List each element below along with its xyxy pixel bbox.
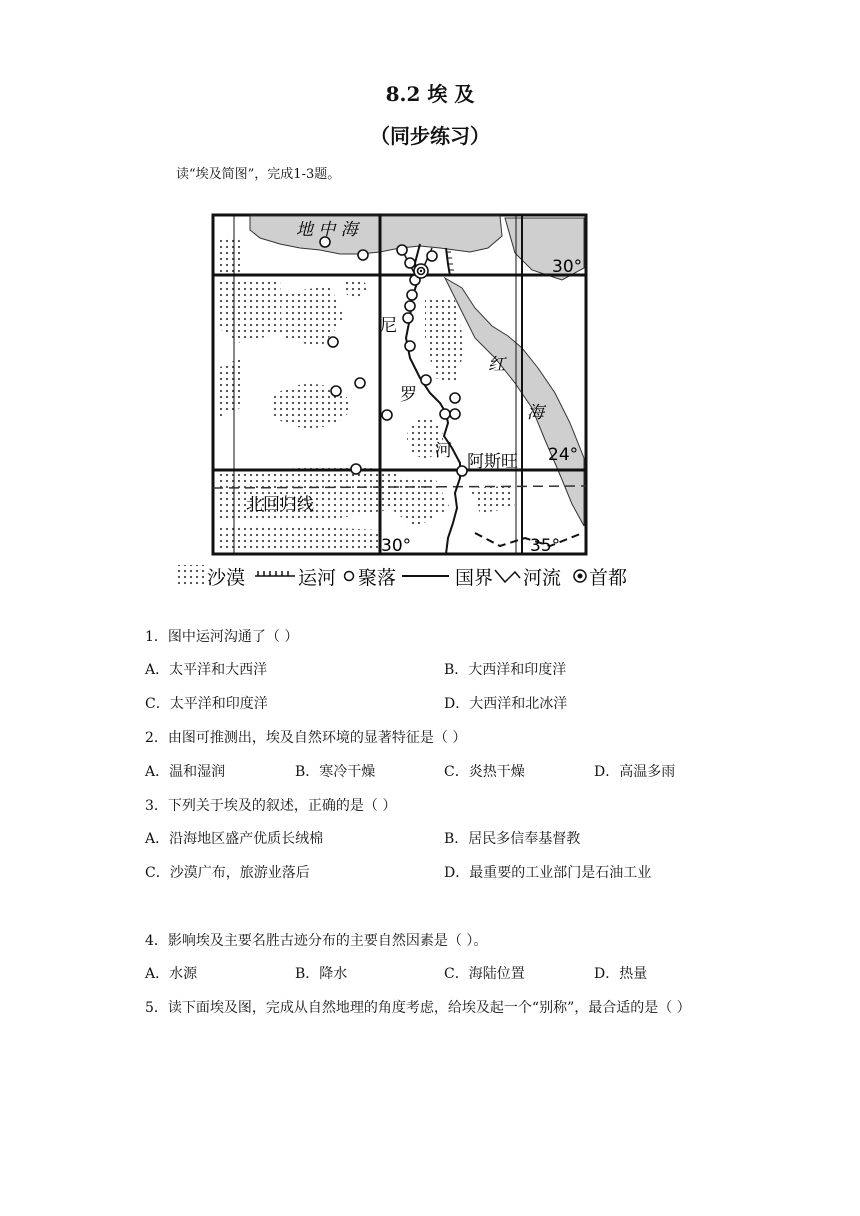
page-subtitle: （同步练习） — [370, 124, 490, 148]
legend-capital-dot — [578, 574, 583, 579]
question-4-stem: 4．影响埃及主要名胜古迹分布的主要自然因素是（ ）。 — [145, 933, 488, 949]
question-2-option-b[interactable]: B．寒冷干燥 — [295, 764, 376, 780]
legend-desert-swatch — [175, 565, 205, 587]
label-mediterranean: 地 中 海 — [296, 220, 358, 240]
label-nile-2: 罗 — [400, 385, 417, 405]
egypt-map — [170, 208, 660, 598]
question-1-option-c[interactable]: C．太平洋和印度洋 — [145, 696, 268, 712]
page-title: 8.2 埃 及 — [385, 82, 475, 106]
legend-canal: 运河 — [298, 567, 337, 589]
label-red-2: 海 — [527, 403, 544, 423]
label-lat-24: 24° — [548, 445, 579, 465]
question-3-option-b[interactable]: B．居民多信奉基督教 — [444, 831, 581, 847]
question-4-option-d[interactable]: D．热量 — [594, 966, 648, 982]
question-2-option-d[interactable]: D．高温多雨 — [594, 764, 676, 780]
question-2-option-a[interactable]: A．温和湿润 — [145, 764, 226, 780]
question-4-option-c[interactable]: C．海陆位置 — [444, 966, 525, 982]
label-lat-30: 30° — [552, 257, 583, 277]
label-lon-30: 30° — [381, 536, 412, 556]
question-1-stem: 1．图中运河沟通了（ ） — [145, 629, 299, 645]
question-2-stem: 2．由图可推测出，埃及自然环境的显著特征是（ ） — [145, 730, 467, 746]
map-legend — [175, 565, 627, 589]
question-1-option-d[interactable]: D．大西洋和北冰洋 — [444, 696, 568, 712]
question-2-option-c[interactable]: C．炎热干燥 — [444, 764, 525, 780]
label-aswan: 阿斯旺 — [467, 452, 518, 472]
question-4-option-a[interactable]: A．水源 — [145, 966, 198, 982]
question-1-option-b[interactable]: B．大西洋和印度洋 — [444, 662, 567, 678]
question-3-stem: 3．下列关于埃及的叙述，正确的是（ ） — [145, 798, 397, 814]
legend-border: 国界 — [455, 567, 494, 589]
question-3-option-a[interactable]: A．沿海地区盛产优质长绒棉 — [145, 831, 324, 847]
question-4-option-b[interactable]: B．降水 — [295, 966, 348, 982]
legend-canal-swatch — [255, 571, 295, 576]
question-3-option-c[interactable]: C．沙漠广布，旅游业落后 — [145, 865, 310, 881]
label-nile-3: 河 — [435, 441, 452, 461]
capital-cairo — [414, 264, 428, 278]
question-1-option-a[interactable]: A．太平洋和大西洋 — [145, 662, 268, 678]
question-3-option-d[interactable]: D．最重要的工业部门是石油工业 — [444, 865, 652, 881]
legend-desert: 沙漠 — [207, 567, 246, 589]
label-tropic: 北回归线 — [246, 495, 314, 515]
legend-river-swatch — [495, 570, 520, 582]
label-nile-1: 尼 — [380, 316, 397, 336]
intro-text: 读“埃及简图”，完成1-3题。 — [176, 167, 341, 182]
legend-river: 河流 — [523, 567, 562, 589]
question-5-stem: 5．读下面埃及图，完成从自然地理的角度考虑，给埃及起一个“别称”，最合适的是（ ） — [145, 1000, 691, 1016]
legend-settlement-swatch — [345, 572, 354, 581]
legend-capital: 首都 — [589, 567, 628, 589]
label-red-1: 红 — [488, 355, 505, 375]
legend-settlement: 聚落 — [358, 567, 397, 589]
label-lon-35: 35° — [530, 536, 561, 556]
